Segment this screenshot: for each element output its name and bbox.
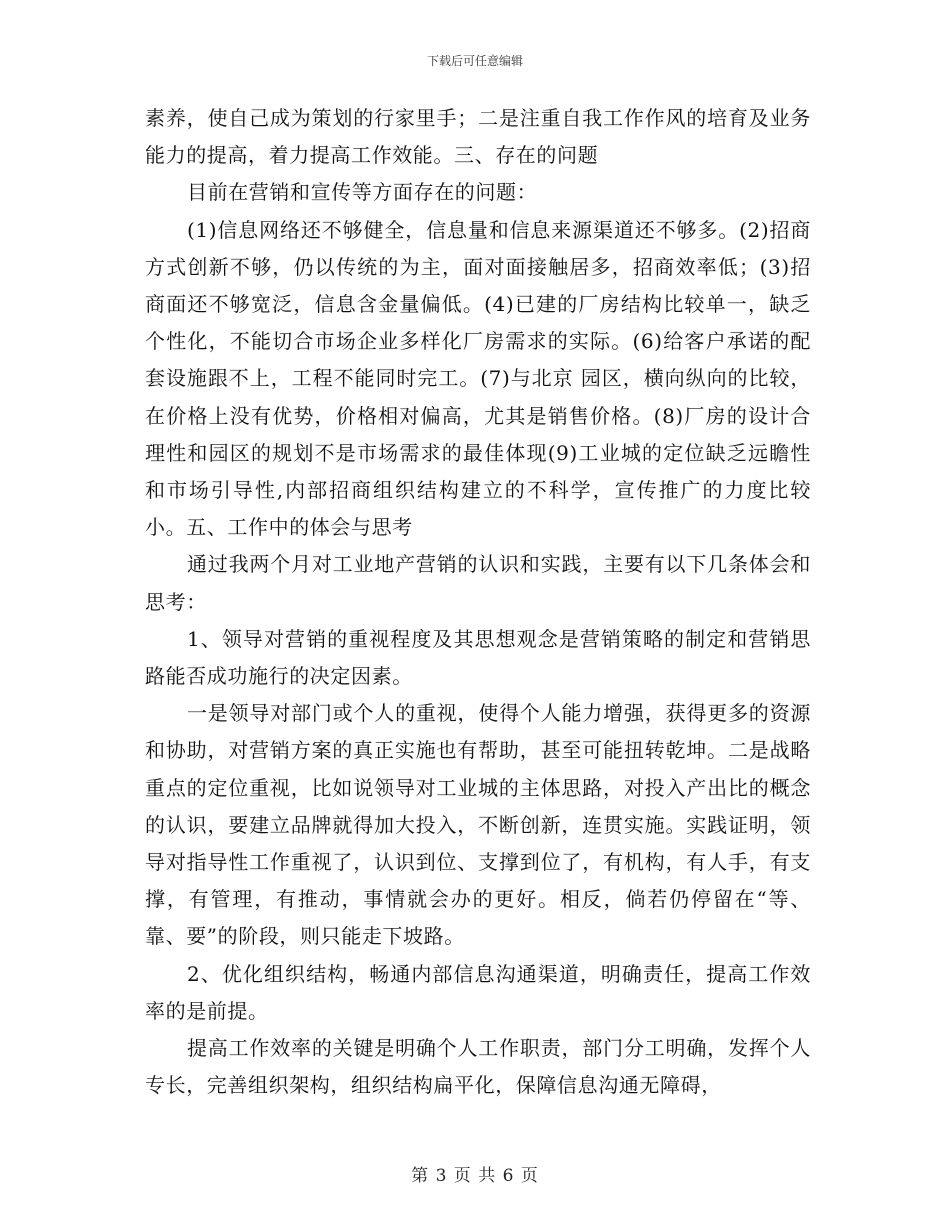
- paragraph: 一是领导对部门或个人的重视，使得个人能力增强，获得更多的资源和协助，对营销方案的真正实施也有帮助，甚至可能扭转乾坤。二是战略重点的定位重视，比如说领导对工业城的主体思路，对投入产出比的概念的认识，要建立品牌就得加大投入，不断创新，连贯实施。实践证明，领导对指导性工作重视了，认识到位、支撑到位了，有机构，有人手，有支撑，有管理，有推动，事情就会办的更好。相反，倘若仍停留在“等、靠、要”的阶段，则只能走下坡路。: [145, 701, 811, 949]
- paragraph: 提高工作效率的关键是明确个人工作职责，部门分工明确，发挥个人专长，完善组织架构，组织结构扁平化，保障信息沟通无障碍，: [145, 1036, 811, 1098]
- page-number: 第 3 页 共 6 页: [411, 1166, 539, 1186]
- document-body: [145, 100, 811, 1104]
- paragraph: (1)信息网络还不够健全，信息量和信息来源渠道还不够多。(2)招商方式创新不够，仍以传统的为主，面对面接触居多，招商效率低；(3)招商面还不够宽泛，信息含金量偏低。(4)已建的厂房结构比较单一，缺乏个性化，不能切合市场企业多样化厂房需求的实际。(6)给客户承诺的配套设施跟不上，工程不能同时完工。(7)与北京 园区，横向纵向的比较，在价格上没有优势，价格相对偏高，尤其是销售价格。(8)厂房的设计合理性和园区的规划不是市场需求的最佳体现(9)工业城的定位缺乏远瞻性和市场引导性,内部招商组织结构建立的不科学，宣传推广的力度比较小。五、工作中的体会与思考: [145, 217, 811, 540]
- paragraph: 目前在营销和宣传等方面存在的问题：: [187, 180, 538, 205]
- paragraph: 通过我两个月对工业地产营销的认识和实践，主要有以下几条体会和思考：: [145, 552, 811, 614]
- paragraph: 1、领导对营销的重视程度及其思想观念是营销策略的制定和营销思路能否成功施行的决定因素。: [145, 626, 811, 689]
- paragraph: 2、优化组织结构，畅通内部信息沟通渠道，明确责任，提高工作效率的是前提。: [145, 961, 811, 1023]
- page-header-note: 下载后可任意编辑: [426, 54, 523, 68]
- paragraph: 素养，使自己成为策划的行家里手；二是注重自我工作作风的培育及业务能力的提高，着力提高工作效能。三、存在的问题: [145, 106, 811, 168]
